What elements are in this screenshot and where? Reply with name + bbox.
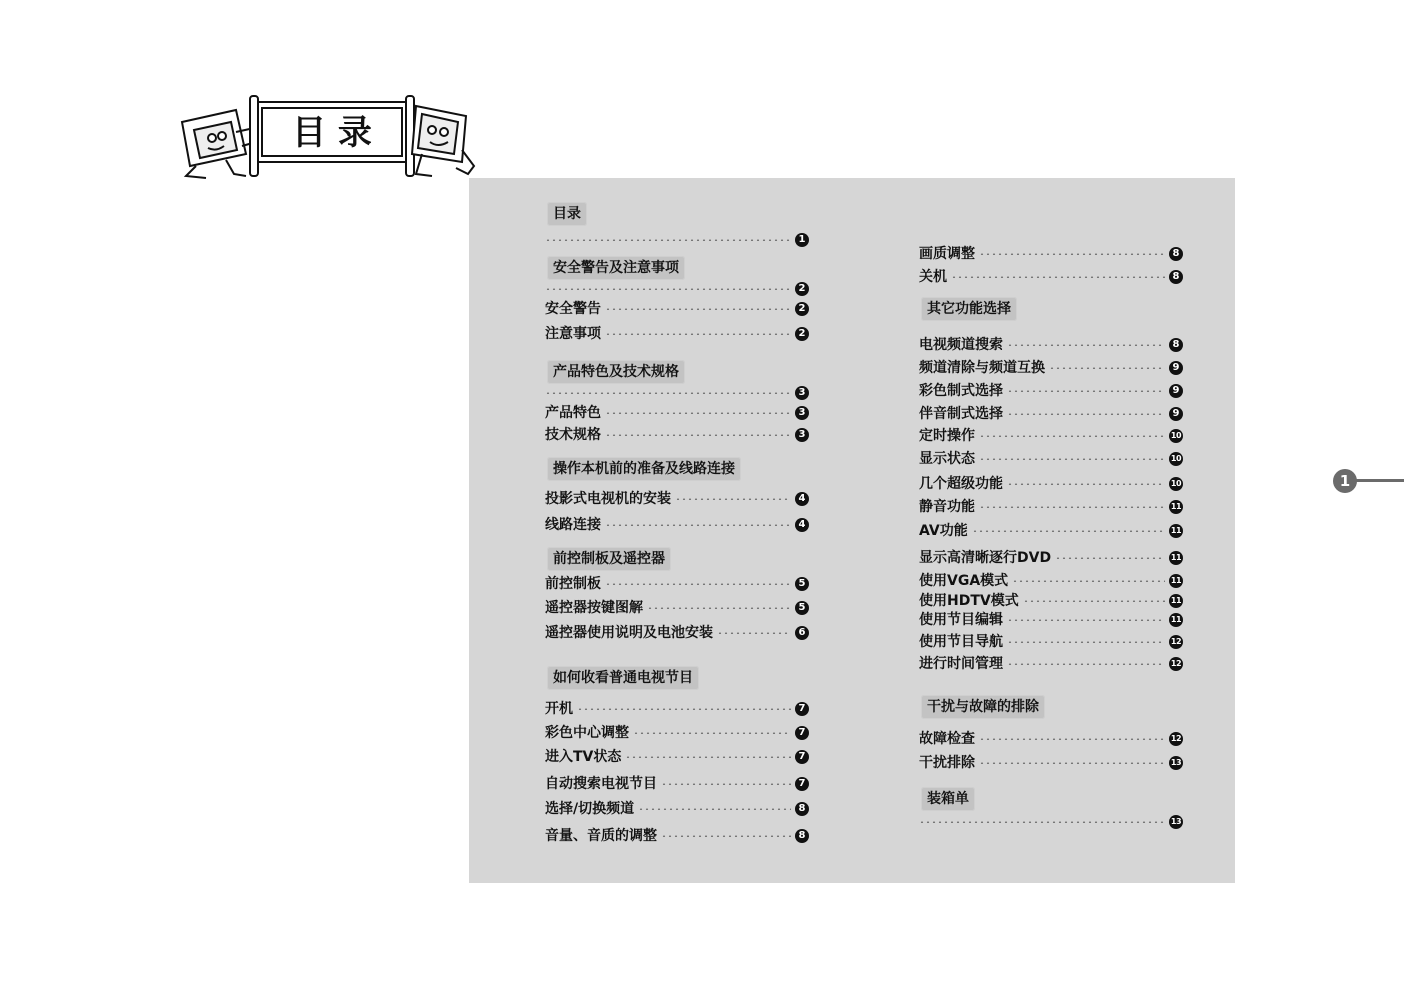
page-number-badge: 4	[795, 492, 809, 506]
toc-entry[interactable]	[545, 515, 809, 535]
toc-entry-label: 使用节目编辑	[919, 612, 1003, 628]
toc-entry[interactable]	[919, 571, 1183, 591]
toc-entry-label: 遥控器使用说明及电池安装	[545, 625, 713, 641]
toc-entry[interactable]	[919, 335, 1183, 355]
page-title: 目 录	[292, 113, 372, 153]
toc-entry-label: 频道清除与频道互换	[919, 360, 1045, 376]
toc-entry-label: 使用VGA模式	[919, 573, 1009, 589]
toc-section-leader[interactable]	[919, 812, 1183, 832]
dot-leader	[577, 708, 791, 710]
toc-section-header[interactable]: 安全警告及注意事项	[547, 256, 685, 280]
dot-leader	[1023, 600, 1165, 602]
toc-entry[interactable]	[919, 610, 1183, 630]
toc-entry[interactable]	[919, 381, 1183, 401]
page-number-badge: 11	[1169, 500, 1183, 514]
toc-entry[interactable]	[919, 474, 1183, 494]
toc-entry[interactable]	[919, 426, 1183, 446]
dot-leader	[1007, 619, 1165, 621]
dot-leader	[1055, 557, 1165, 559]
toc-entry-label: 技术规格	[545, 427, 601, 443]
toc-entry[interactable]	[545, 489, 809, 509]
toc-entry[interactable]	[545, 774, 809, 794]
dot-leader	[545, 392, 791, 394]
dot-leader	[972, 530, 1165, 532]
toc-entry-label: 自动搜索电视节目	[545, 776, 657, 792]
toc-entry-label: 伴音制式选择	[919, 406, 1003, 422]
dot-leader	[1007, 390, 1165, 392]
toc-entry[interactable]	[545, 699, 809, 719]
toc-entry[interactable]	[919, 244, 1183, 264]
toc-entry-label: 定时操作	[919, 428, 975, 444]
toc-entry-label: 显示状态	[919, 451, 975, 467]
page-number-badge: 12	[1169, 657, 1183, 671]
toc-entry[interactable]	[545, 425, 809, 445]
page-indicator	[1333, 469, 1404, 493]
title-banner	[176, 92, 476, 182]
toc-entry[interactable]	[545, 299, 809, 319]
toc-panel	[469, 178, 1235, 883]
page-indicator-line	[1355, 479, 1404, 482]
dot-leader	[979, 506, 1165, 508]
dot-leader	[625, 756, 791, 758]
page-number: 1	[1333, 469, 1357, 493]
toc-entry-label: 产品特色	[545, 405, 601, 421]
dot-leader	[647, 607, 791, 609]
toc-entry-label: 干扰排除	[919, 755, 975, 771]
dot-leader	[605, 333, 791, 335]
dot-leader	[638, 808, 791, 810]
page-number-badge: 2	[795, 282, 809, 296]
page-number-badge: 1	[795, 233, 809, 247]
toc-section-header[interactable]: 装箱单	[921, 787, 975, 811]
toc-section-header[interactable]: 前控制板及遥控器	[547, 547, 671, 571]
page-number-badge: 11	[1169, 551, 1183, 565]
toc-entry-label: 投影式电视机的安装	[545, 491, 671, 507]
toc-section-leader[interactable]	[545, 230, 809, 250]
page-number-badge: 13	[1169, 815, 1183, 829]
dot-leader	[717, 632, 791, 634]
toc-entry-label: 画质调整	[919, 246, 975, 262]
page-number-badge: 11	[1169, 594, 1183, 608]
page-number-badge: 2	[795, 327, 809, 341]
dot-leader	[661, 783, 791, 785]
toc-entry-label: 使用节目导航	[919, 634, 1003, 650]
toc-entry-label: 选择/切换频道	[545, 801, 635, 817]
page-number-badge: 8	[795, 802, 809, 816]
toc-section-header[interactable]: 如何收看普通电视节目	[547, 666, 699, 690]
page-number-badge: 7	[795, 726, 809, 740]
left-cartoon-tv-icon	[182, 110, 256, 178]
dot-leader	[605, 524, 791, 526]
page-number-badge: 6	[795, 626, 809, 640]
dot-leader	[675, 498, 791, 500]
dot-leader	[919, 821, 1165, 823]
toc-entry-label: 前控制板	[545, 576, 601, 592]
page-number-badge: 7	[795, 702, 809, 716]
dot-leader	[1007, 344, 1165, 346]
toc-entry-label: 彩色中心调整	[545, 725, 629, 741]
dot-leader	[1007, 413, 1165, 415]
page-number-badge: 10	[1169, 477, 1183, 491]
toc-entry[interactable]	[545, 403, 809, 423]
dot-leader	[633, 732, 791, 734]
page-number-badge: 4	[795, 518, 809, 532]
toc-section-leader[interactable]	[545, 383, 809, 403]
dot-leader	[979, 738, 1165, 740]
toc-entry-label: 遥控器按键图解	[545, 600, 643, 616]
dot-leader	[979, 762, 1165, 764]
page-number-badge: 7	[795, 777, 809, 791]
toc-entry[interactable]	[545, 598, 809, 618]
toc-entry[interactable]	[919, 548, 1183, 568]
toc-entry-label: 显示高清晰逐行DVD	[919, 550, 1052, 566]
toc-section-header[interactable]: 其它功能选择	[921, 297, 1017, 321]
page-number-badge: 3	[795, 406, 809, 420]
dot-leader	[1007, 641, 1165, 643]
toc-section-header[interactable]: 产品特色及技术规格	[547, 360, 685, 384]
page-number-badge: 9	[1169, 384, 1183, 398]
toc-entry[interactable]	[545, 574, 809, 594]
toc-entry[interactable]	[919, 521, 1183, 541]
page-number-badge: 8	[1169, 338, 1183, 352]
right-cartoon-tv-icon	[412, 106, 474, 176]
dot-leader	[545, 288, 791, 290]
page-number-badge: 8	[1169, 270, 1183, 284]
dot-leader	[605, 308, 791, 310]
toc-entry[interactable]	[919, 497, 1183, 517]
dot-leader	[1012, 580, 1165, 582]
toc-entry[interactable]	[919, 654, 1183, 674]
toc-entry-label: 进行时间管理	[919, 656, 1003, 672]
dot-leader	[605, 412, 791, 414]
dot-leader	[605, 583, 791, 585]
toc-section-leader[interactable]	[545, 279, 809, 299]
toc-section-header[interactable]: 目录	[547, 202, 587, 226]
page-number-badge: 3	[795, 386, 809, 400]
page-number-badge: 12	[1169, 732, 1183, 746]
dot-leader	[545, 239, 791, 241]
toc-entry-label: 静音功能	[919, 499, 975, 515]
page-number-badge: 3	[795, 428, 809, 442]
dot-leader	[951, 276, 1165, 278]
toc-entry-label: 线路连接	[545, 517, 601, 533]
page-number-badge: 13	[1169, 756, 1183, 770]
dot-leader	[979, 458, 1165, 460]
toc-entry[interactable]	[919, 729, 1183, 749]
toc-entry-label: 使用HDTV模式	[919, 593, 1019, 609]
toc-section-header[interactable]: 干扰与故障的排除	[921, 695, 1045, 719]
toc-entry-label: 彩色制式选择	[919, 383, 1003, 399]
page-number-badge: 11	[1169, 524, 1183, 538]
toc-entry-label: 电视频道搜索	[919, 337, 1003, 353]
dot-leader	[979, 435, 1165, 437]
page-number-badge: 5	[795, 601, 809, 615]
page-number-badge: 2	[795, 302, 809, 316]
toc-entry[interactable]	[919, 753, 1183, 773]
toc-entry-label: 开机	[545, 701, 573, 717]
page-number-badge: 5	[795, 577, 809, 591]
dot-leader	[1049, 367, 1165, 369]
toc-entry[interactable]	[919, 404, 1183, 424]
page-number-badge: 9	[1169, 407, 1183, 421]
toc-entry[interactable]	[545, 799, 809, 819]
page-number-badge: 9	[1169, 361, 1183, 375]
toc-entry[interactable]	[545, 623, 809, 643]
dot-leader	[605, 434, 791, 436]
page-number-badge: 11	[1169, 613, 1183, 627]
toc-entry[interactable]	[545, 747, 809, 767]
page-number-badge: 10	[1169, 429, 1183, 443]
page-number-badge: 8	[795, 829, 809, 843]
page-number-badge: 10	[1169, 452, 1183, 466]
toc-entry-label: 音量、音质的调整	[545, 828, 657, 844]
toc-entry[interactable]	[545, 723, 809, 743]
toc-entry[interactable]	[919, 358, 1183, 378]
dot-leader	[979, 253, 1165, 255]
toc-entry[interactable]	[919, 449, 1183, 469]
page-number-badge: 12	[1169, 635, 1183, 649]
toc-section-header[interactable]: 操作本机前的准备及线路连接	[547, 457, 741, 481]
toc-entry[interactable]	[919, 632, 1183, 652]
toc-entry-label: AV功能	[919, 523, 968, 539]
toc-entry[interactable]	[919, 591, 1183, 611]
toc-entry[interactable]	[545, 826, 809, 846]
page-number-badge: 8	[1169, 247, 1183, 261]
toc-entry-label: 几个超级功能	[919, 476, 1003, 492]
dot-leader	[661, 835, 791, 837]
toc-entry[interactable]	[919, 267, 1183, 287]
toc-entry[interactable]	[545, 324, 809, 344]
page-number-badge: 7	[795, 750, 809, 764]
toc-entry-label: 安全警告	[545, 301, 601, 317]
dot-leader	[1007, 483, 1165, 485]
dot-leader	[1007, 663, 1165, 665]
page-number-badge: 11	[1169, 574, 1183, 588]
toc-entry-label: 故障检查	[919, 731, 975, 747]
toc-entry-label: 关机	[919, 269, 947, 285]
toc-entry-label: 注意事项	[545, 326, 601, 342]
toc-entry-label: 进入TV状态	[545, 749, 622, 765]
